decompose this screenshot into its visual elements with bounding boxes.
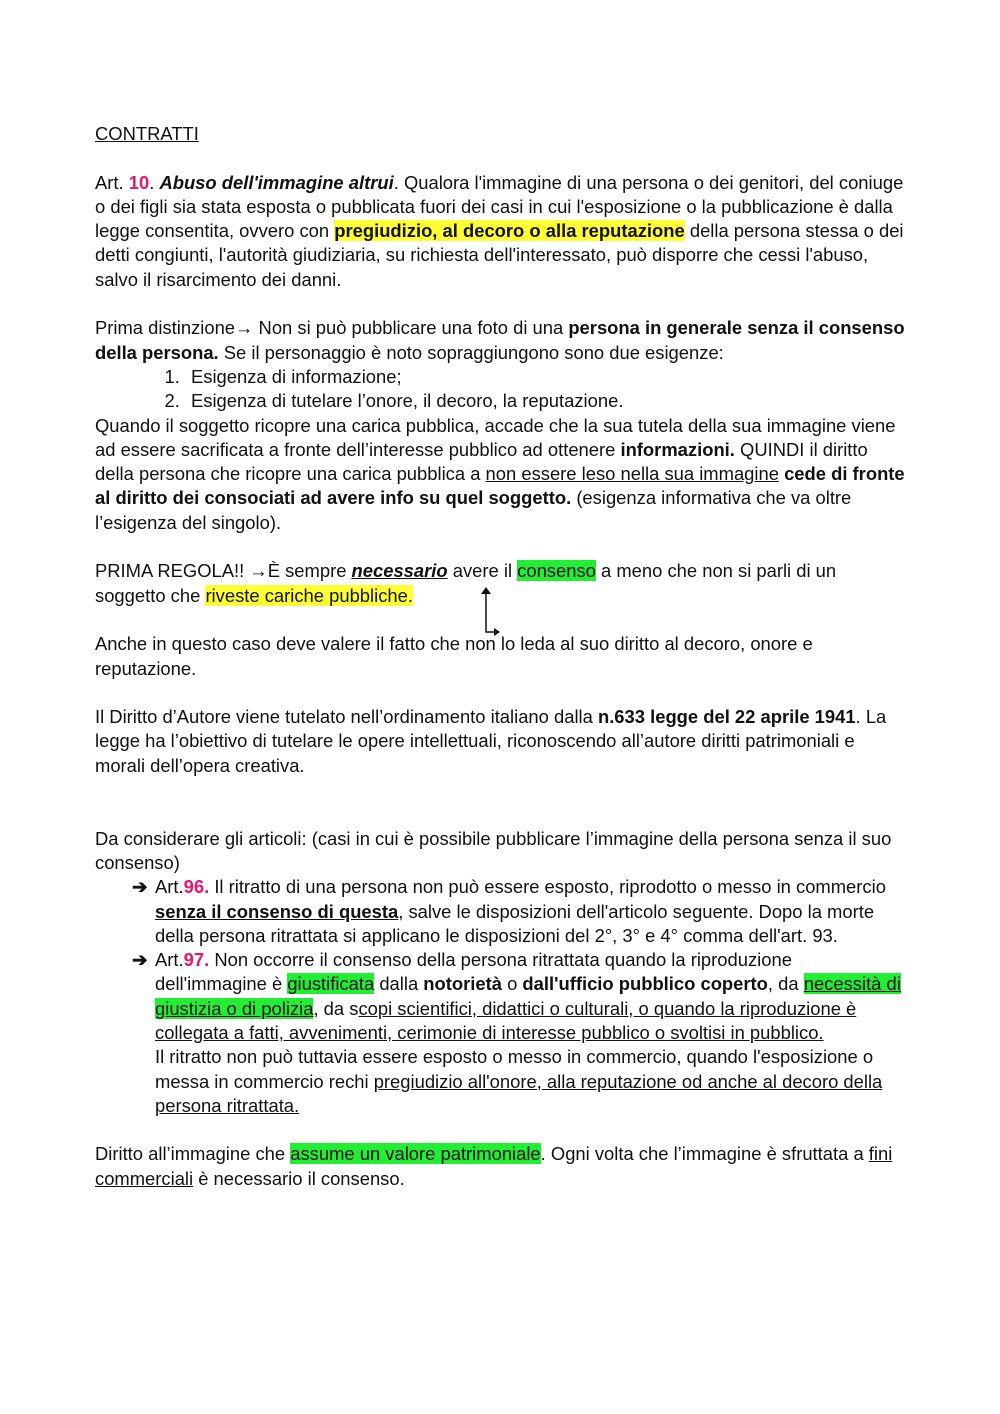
art96-prefix: Art.	[155, 876, 184, 898]
art97-text-6: Il ritratto non può tuttavia essere esposto o messo in commercio, quando l'esposizione o messa in commercio rechi	[155, 1046, 874, 1092]
also-paragraph: Anche in questo caso deve valere il fatto che non lo leda al suo diritto al decoro, onore e reputazione.	[95, 633, 813, 679]
final-text-2: . Ogni volta che l’immagine è sfruttata a	[540, 1143, 869, 1165]
art10-text-2: della persona stessa o dei detti congiunti, l'autorità giudiziaria, su richiesta dell'interessato, può disporre che cessi l'abuso, salvo il risarcimento dei danni.	[95, 220, 904, 290]
art10-prefix: Art.	[95, 171, 129, 193]
public-text-1: Quando il soggetto ricopre una carica pubblica, accade che la sua tutela della sua immagine viene ad essere sacrificata a fronte dell’interesse pubblico ad ottenere	[95, 414, 896, 460]
art10-paragraph	[95, 171, 905, 292]
copyright-paragraph	[95, 705, 905, 778]
distinction-text-2: Non si può pubblicare una foto di una	[253, 317, 569, 339]
right-arrow-icon: ➔	[132, 949, 148, 971]
needs-list	[95, 365, 905, 414]
art96-number: 96.	[183, 876, 210, 898]
art97-text-2: dalla	[374, 973, 424, 995]
art96-text-2: , salve le disposizioni dell'articolo seguente. Dopo la morte della persona ritrattata si applicano le disposizioni del 2°, 3° e 4° comma dell'art. 93.	[155, 900, 875, 946]
articles-list	[95, 875, 905, 1118]
art97-giustizia: necessità di giustizia o di polizia	[155, 973, 901, 1019]
art97-prefix: Art.	[155, 949, 184, 971]
final-underline: fini commerciali	[95, 1143, 893, 1189]
distinction-text-3: Se il personaggio è noto sopraggiungono sono due esigenze:	[218, 341, 724, 363]
art10-text-1: . Qualora l'immagine di una persona o dei genitori, del coniuge o dei figli sia stata esposta o pubblicata fuori dei casi in cui l'esposizione o la pubblicazione è dalla legge consentita, ovvero con	[95, 171, 904, 242]
final-text-3: è necessario il consenso.	[193, 1167, 405, 1189]
title-text: CONTRATTI	[95, 123, 199, 144]
copyright-law: n.633 legge del 22 aprile 1941	[597, 706, 856, 728]
art96-text-1: Il ritratto di una persona non può essere esposto, riprodotto o messo in commercio	[209, 876, 886, 898]
art97-text-3: o	[501, 973, 523, 995]
list-item	[132, 875, 905, 948]
art10-dot: .	[149, 171, 160, 193]
list-item: 1. Esigenza di informazione;	[185, 365, 905, 389]
art96-bold-underline: senza il consenso di questa	[155, 900, 399, 922]
distinction-bold-1: persona in generale senza il consenso della persona.	[95, 317, 905, 363]
rule-text-4: a meno che non si parli di un soggetto che	[95, 560, 837, 606]
right-arrow-icon: →	[235, 317, 254, 339]
rule-text-1: PRIMA REGOLA!!	[95, 560, 250, 582]
connector-arrow-icon	[472, 585, 502, 640]
art97-giustificata: giustificata	[287, 973, 375, 995]
copyright-text-2: . La legge ha l’obiettivo di tutelare le opere intellettuali, riconoscendo all’autore diritti patrimoniali e morali dell’opera creativa.	[95, 706, 887, 776]
art97-text-1: Non occorre il consenso della persona ritrattata quando la riproduzione dell'immagine è	[155, 949, 792, 995]
public-office-paragraph	[95, 414, 905, 535]
rule-text-2: È sempre	[267, 560, 352, 582]
final-text-1: Diritto all’immagine che	[95, 1143, 291, 1165]
art97-text-4: , da	[767, 973, 804, 995]
doc-title	[95, 122, 905, 146]
distinction-text-1: Prima distinzione	[95, 317, 236, 339]
art10-heading: Abuso dell'immagine altrui	[159, 171, 394, 193]
art97-text-5: , da s	[313, 997, 359, 1019]
public-underline-1: non essere leso nella sua immagine	[485, 463, 779, 485]
list-item: 2. Esigenza di tutelare l’onore, il decoro, la reputazione.	[185, 389, 905, 413]
art10-number: 10	[128, 171, 150, 193]
art97-underline-1: copi scientifici, didattici o culturali, o quando la riproduzione è collegata a fatti, avvenimenti, cerimonie di interesse pubblico o svoltisi in pubblico.	[155, 997, 857, 1043]
art97-underline-2: pregiudizio all'onore, alla reputazione od anche al decoro della persona ritrattata.	[155, 1070, 883, 1116]
final-paragraph	[95, 1142, 905, 1191]
public-bold-1: informazioni.	[620, 438, 735, 460]
rule-consenso: consenso	[517, 560, 596, 582]
final-highlight: assume un valore patrimoniale	[290, 1143, 541, 1165]
consider-paragraph: Da considerare gli articoli: (casi in cui è possibile pubblicare l’immagine della persona senza il suo consenso)	[95, 827, 892, 873]
list-item	[132, 948, 905, 1118]
art97-notorieta: notorietà	[423, 973, 502, 995]
copyright-text-1: Il Diritto d’Autore viene tutelato nell’ordinamento italiano dalla	[95, 706, 598, 728]
rule-text-3: avere il	[447, 560, 518, 582]
document-page	[95, 122, 905, 1191]
public-text-4: (esigenza informativa che va oltre l’esigenza del singolo).	[95, 487, 852, 533]
public-text-2: QUINDI il diritto della persona che ricopre una carica pubblica a	[95, 438, 868, 485]
public-bold-2: cede di fronte al diritto dei consociati ad avere info su quel soggetto.	[95, 463, 905, 509]
right-arrow-icon: ➔	[132, 876, 148, 898]
right-arrow-icon: →	[249, 560, 268, 582]
art97-number: 97.	[183, 949, 210, 971]
rule-necessario: necessario	[351, 560, 448, 582]
rule-public-charges: riveste cariche pubbliche.	[205, 584, 413, 606]
distinction-paragraph	[95, 316, 905, 365]
art10-highlight: pregiudizio, al decoro o alla reputazione	[334, 220, 685, 242]
art97-ufficio: dall'ufficio pubblico coperto	[522, 973, 768, 995]
